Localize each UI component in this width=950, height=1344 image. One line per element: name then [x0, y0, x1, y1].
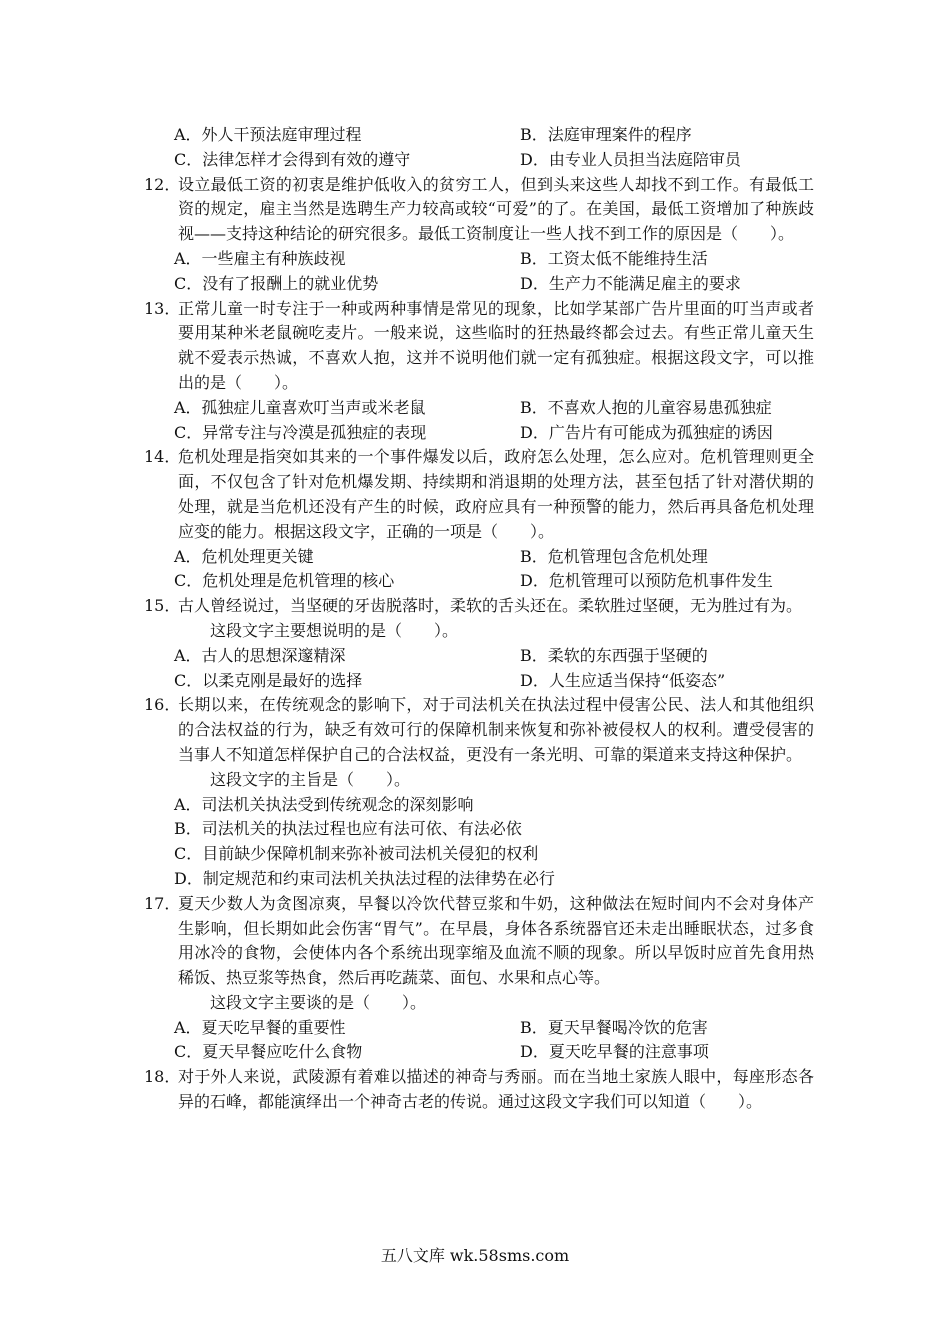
option-row	[144, 421, 814, 446]
option-b: B．柔软的东西强于坚硬的	[520, 645, 708, 665]
option-b: B．不喜欢人抱的儿童容易患孤独症	[520, 397, 772, 417]
question-number: 13．	[144, 298, 181, 318]
option-row	[144, 1040, 814, 1065]
option-row	[144, 272, 814, 297]
option-row	[144, 644, 814, 669]
option-c: C．以柔克刚是最好的选择	[174, 670, 363, 690]
option-a: A．夏天吃早餐的重要性	[174, 1017, 346, 1037]
option-c: C．夏天早餐应吃什么食物	[174, 1042, 363, 1062]
question-prompt: 这段文字主要谈的是（ ）。	[210, 992, 427, 1012]
question-number: 12．	[144, 174, 181, 194]
option-a: A．外人干预法庭审理过程	[174, 125, 362, 144]
option-a: A．司法机关执法受到传统观念的深刻影响	[174, 794, 474, 814]
option-c: C．法律怎样才会得到有效的遵守	[174, 149, 411, 169]
option-a: A．危机处理更关键	[174, 546, 314, 566]
option-d: D．由专业人员担当法庭陪审员	[520, 149, 741, 169]
question-number: 14．	[144, 447, 181, 467]
option-c: C．危机处理是危机管理的核心	[174, 571, 395, 591]
question-17	[144, 892, 814, 1066]
question-14	[144, 445, 814, 594]
question-stem: 夏天少数人为贪图凉爽，早餐以冷饮代替豆浆和牛奶，这种做法在短时间内不会对身体产生影响，但长期如此会伤害“胃气”。在早晨，身体各系统器官还未走出睡眠状态，过多食用冰冷的食物，会使体内各个系统出现挛缩及血流不顺的现象。所以早饭时应首先食用热稀饭、热豆浆等热食，然后再吃蔬菜、面包、水果和点心等。	[178, 893, 814, 988]
question-number: 17．	[144, 893, 181, 913]
question-stem: 正常儿童一时专注于一种或两种事情是常见的现象，比如学某部广告片里面的叮当声或者要用某种米老鼠碗吃麦片。一般来说，这些临时的狂热最终都会过去。有些正常儿童天生就不爱表示热诚，不喜欢人抱，这并不说明他们就一定有孤独症。根据这段文字，可以推出的是（ ）。	[178, 298, 814, 392]
option-b: B．夏天早餐喝冷饮的危害	[520, 1017, 708, 1037]
option-c: C．目前缺少保障机制来弥补被司法机关侵犯的权利	[174, 844, 539, 864]
option-row	[144, 148, 814, 173]
option-b: B．法庭审理案件的程序	[520, 125, 692, 144]
question-prompt: 这段文字的主旨是（ ）。	[210, 769, 411, 789]
question-13	[144, 297, 814, 446]
question-16	[144, 693, 814, 891]
question-number: 18．	[144, 1067, 181, 1087]
option-d: D．生产力不能满足雇主的要求	[520, 273, 741, 293]
option-b: B．工资太低不能维持生活	[520, 248, 708, 268]
option-row	[144, 396, 814, 421]
page-footer: 五八文库 wk.58sms.com	[380, 1246, 570, 1265]
question-stem: 危机处理是指突如其来的一个事件爆发以后，政府怎么处理，怎么应对。危机管理则更全面，不仅包含了针对危机爆发期、持续期和消退期的处理方法，甚至包括了针对潜伏期的处理，就是当危机还没有产生的时候，政府应具有一种预警的能力，然后再具备危机处理应变的能力。根据这段文字，正确的一项是（ ）。	[178, 447, 814, 541]
option-d: D．夏天吃早餐的注意事项	[520, 1042, 709, 1062]
option-a: A．孤独症儿童喜欢叮当声或米老鼠	[174, 397, 426, 417]
question-number: 16．	[144, 695, 181, 715]
option-b: B．司法机关的执法过程也应有法可依、有法必依	[174, 819, 522, 839]
question-12	[144, 173, 814, 297]
option-row	[144, 1016, 814, 1041]
question-stem: 对于外人来说，武陵源有着难以描述的神奇与秀丽。而在当地土家族人眼中，每座形态各异的石峰，都能演绎出一个神奇古老的传说。通过这段文字我们可以知道（ ）。	[178, 1067, 814, 1112]
option-d: D．制定规范和约束司法机关执法过程的法律势在必行	[174, 868, 555, 888]
question-15	[144, 594, 814, 693]
question-stem: 长期以来，在传统观念的影响下，对于司法机关在执法过程中侵害公民、法人和其他组织的合法权益的行为，缺乏有效可行的保障机制来恢复和弥补被侵权人的权利。遭受侵害的当事人不知道怎样保护自己的合法权益，更没有一条光明、可靠的渠道来支持这种保护。	[178, 695, 814, 764]
question-11-options	[144, 123, 814, 173]
option-row	[144, 669, 814, 694]
option-d: D．广告片有可能成为孤独症的诱因	[520, 422, 773, 442]
option-row	[144, 569, 814, 594]
option-a: A．一些雇主有种族歧视	[174, 248, 346, 268]
question-18	[144, 1065, 814, 1115]
option-row	[144, 545, 814, 570]
option-d: D．危机管理可以预防危机事件发生	[520, 571, 773, 591]
question-number: 15．	[144, 596, 181, 616]
option-a: A．古人的思想深邃精深	[174, 645, 346, 665]
option-b: B．危机管理包含危机处理	[520, 546, 708, 566]
option-c: C．异常专注与冷漠是孤独症的表现	[174, 422, 427, 442]
question-stem: 设立最低工资的初衷是维护低收入的贫穷工人，但到头来这些人却找不到工作。有最低工资的规定，雇主当然是选聘生产力较高或较“可爱”的了。在美国，最低工资增加了种族歧视——支持这种结论的研究很多。最低工资制度让一些人找不到工作的原因是（ ）。	[178, 174, 814, 244]
option-d: D．人生应适当保持“低姿态”	[520, 670, 726, 690]
option-c: C．没有了报酬上的就业优势	[174, 273, 379, 293]
option-row	[144, 247, 814, 272]
question-prompt: 这段文字主要想说明的是（ ）。	[210, 620, 459, 640]
question-stem: 古人曾经说过，当坚硬的牙齿脱落时，柔软的舌头还在。柔软胜过坚硬，无为胜过有为。	[178, 596, 803, 616]
option-row	[144, 123, 814, 148]
question-content	[144, 123, 814, 1115]
